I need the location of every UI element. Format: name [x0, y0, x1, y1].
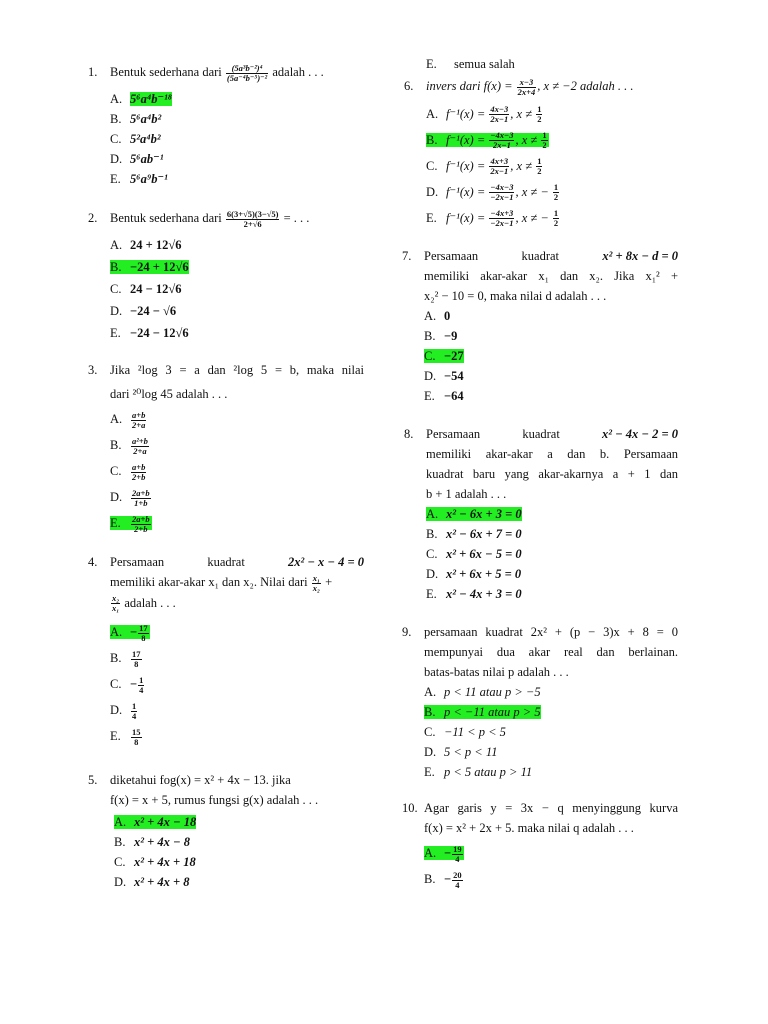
options-list [424, 840, 678, 892]
option-a[interactable]: A. f⁻¹(x) = $\frac{4x-3}{2x-1}$ , x ≠ $\frac{1}{2}$ [426, 104, 542, 125]
option-c[interactable]: C. x² + 4x + 18 [114, 855, 196, 869]
option-a[interactable]: A. − $\frac{19}{4}$ [424, 843, 462, 864]
option-b[interactable]: B. x² + 4x − 8 [114, 835, 190, 849]
option-d[interactable]: D. x² + 6x + 5 = 0 [426, 567, 522, 581]
option-d[interactable]: D. −24 − √6 [110, 303, 177, 318]
question-7 [402, 246, 678, 406]
question-text: Bentuk sederhana dari [110, 211, 222, 225]
question-1 [88, 62, 368, 189]
question-number: 5. [88, 773, 98, 787]
question-number: 1. [88, 65, 98, 79]
option-a[interactable]: A. − $\frac{17}{8}$ [110, 622, 148, 643]
options-list [426, 504, 678, 604]
question-text-3: kuadrat baru yang akar-akarnya a + 1 dan [426, 467, 678, 481]
question-number: 2. [88, 211, 98, 225]
question-text-2: dari ²⁰log 45 adalah . . . [110, 387, 228, 401]
options-list [426, 101, 724, 231]
question-5 [88, 770, 368, 892]
question-number: 4. [88, 555, 98, 569]
question-first-line: Persamaan kuadrat 2x² − x − 4 = 0 [110, 555, 364, 569]
options-list [424, 306, 678, 406]
option-e[interactable]: E. 5⁶a⁹b⁻¹ [110, 171, 168, 186]
option-e[interactable]: E. −24 − 12√6 [110, 325, 189, 340]
question-first-line: Persamaan kuadrat x² − 4x − 2 = 0 [426, 427, 678, 441]
option-a[interactable]: A. p < 11 atau p > −5 [424, 685, 541, 699]
question-4 [88, 552, 364, 749]
expression-fraction: $\frac{6(3+√5)(3-√5)}{2+√6}$ [226, 208, 279, 229]
option-d[interactable]: D. $\frac{2a+b}{1+b}$ [110, 487, 150, 508]
question-text: Bentuk sederhana dari [110, 65, 222, 79]
options-list [110, 235, 368, 345]
question-8 [404, 424, 678, 604]
question-text-3: $\frac{\text{x₂}}{\text{x₁}}$ adalah . . . [112, 593, 176, 614]
option-b[interactable]: B. −9 [424, 329, 458, 343]
question-text-2: memiliki akar-akar x₁ dan x₂. Jika x₁² + [424, 269, 678, 283]
question-9 [402, 622, 678, 782]
option-c[interactable]: C. −27 [424, 349, 464, 363]
option-d[interactable]: D. f⁻¹(x) = $\frac{-4x-3}{-2x-1}$ , x ≠ − $\frac{1}{2}$ [426, 182, 559, 203]
option-b[interactable]: B. $\frac{\text{a²+b}}{2+a}$ [110, 435, 148, 456]
question-text: diketahui fog(x) = x² + 4x − 13. jika [110, 773, 291, 787]
option-a[interactable]: A. $\frac{a+b}{2+a}$ [110, 409, 146, 430]
question-text-4: b + 1 adalah . . . [426, 487, 507, 501]
option-d[interactable]: D. x² + 4x + 8 [114, 875, 190, 889]
option-a[interactable]: A. 24 + 12√6 [110, 237, 182, 252]
question-text-2: f(x) = x + 5, rumus fungsi g(x) adalah . . . [110, 793, 319, 807]
option-c[interactable]: C. f⁻¹(x) = $\frac{4x+3}{2x-1}$ , x ≠ $\frac{1}{2}$ [426, 156, 542, 177]
question-text: Jika ²log 3 = a dan ²log 5 = b, maka nilai [110, 363, 364, 377]
option-b[interactable]: B. −24 + 12√6 [110, 259, 189, 274]
question-number: 6. [404, 79, 414, 93]
question-3 [88, 360, 364, 536]
question-number: 9. [402, 625, 412, 639]
question-number: 7. [402, 249, 412, 263]
question-text-2: mempunyai dua akar real dan berlainan. [424, 645, 678, 659]
option-e[interactable]: E. −64 [424, 389, 464, 403]
option-c[interactable]: C. 24 − 12√6 [110, 281, 182, 296]
option-e[interactable]: E. $\frac{15}{8}$ [110, 726, 141, 747]
option-e[interactable]: E. x² − 4x + 3 = 0 [426, 587, 522, 601]
question-text-2: memiliki akar-akar a dan b. Persamaan [426, 447, 678, 461]
option-a[interactable]: A. x² + 4x − 18 [114, 815, 197, 829]
question-text-3: batas-batas nilai p adalah . . . [424, 665, 569, 679]
question-text-2: memiliki akar-akar x₁ dan x₂. Nilai dari $\frac{\text{x₁}}{\text{x₂}}$ + [110, 572, 333, 593]
option-a[interactable]: A. 0 [424, 309, 451, 323]
question-tail: = . . . [283, 211, 310, 225]
option-b[interactable]: B. $\frac{17}{8}$ [110, 648, 141, 669]
option-c[interactable]: C. $\frac{a+b}{2+b}$ [110, 461, 146, 482]
question-first-line: Persamaan kuadrat x² + 8x − d = 0 [424, 249, 678, 263]
option-e[interactable]: E. f⁻¹(x) = $\frac{-4x+3}{-2x-1}$ , x ≠ − $\frac{1}{2}$ [426, 208, 559, 229]
option-e[interactable]: E. $\frac{2a+b}{2+b}$ [110, 513, 150, 534]
question-2 [88, 208, 368, 345]
question-5-option-e[interactable]: E. semua salah [426, 57, 515, 71]
options-list [110, 406, 364, 536]
option-d[interactable]: D. 5⁶ab⁻¹ [110, 151, 164, 166]
question-tail: adalah . . . [272, 65, 324, 79]
question-text: invers dari f(x) = [426, 79, 513, 93]
options-list [114, 812, 368, 892]
question-number: 10. [402, 801, 418, 815]
options-list [110, 89, 368, 189]
options-list [424, 682, 678, 782]
option-a[interactable]: A. 5⁶a⁴b⁻¹⁸ [110, 91, 173, 106]
question-number: 8. [404, 427, 414, 441]
option-d[interactable]: D. 5 < p < 11 [424, 745, 498, 759]
option-e[interactable]: E. p < 5 atau p > 11 [424, 765, 533, 779]
option-c[interactable]: C. −11 < p < 5 [424, 725, 506, 739]
question-text: Agar garis y = 3x − q menyinggung kurva [424, 801, 678, 815]
option-b[interactable]: B. p < −11 atau p > 5 [424, 705, 541, 719]
question-text-2: f(x) = x² + 2x + 5. maka nilai q adalah . . . [424, 821, 634, 835]
option-c[interactable]: C. − $\frac{1}{4}$ [110, 674, 144, 695]
option-b[interactable]: B. f⁻¹(x) = $\frac{-4x-3}{2x-1}$ , x ≠ $\frac{1}{2}$ [426, 130, 547, 151]
option-d[interactable]: D. −54 [424, 369, 464, 383]
option-b[interactable]: B. x² − 6x + 7 = 0 [426, 527, 522, 541]
options-list [110, 619, 364, 749]
option-d[interactable]: D. $\frac{1}{4}$ [110, 700, 137, 721]
question-text: persamaan kuadrat 2x² + (p − 3)x + 8 = 0 [424, 625, 678, 639]
question-10 [402, 798, 678, 892]
option-c[interactable]: C. 5²a⁴b² [110, 131, 161, 146]
option-b[interactable]: B. − $\frac{20}{4}$ [424, 869, 462, 890]
expression-fraction: $\frac{\text{(5a³b⁻²)⁴}}{\text{(5a⁻⁴b⁻⁵)⁻²}}$ [226, 62, 268, 83]
option-b[interactable]: B. 5⁶a⁴b² [110, 111, 162, 126]
question-text-3: x₂² − 10 = 0, maka nilai d adalah . . . [424, 289, 607, 303]
option-c[interactable]: C. x² + 6x − 5 = 0 [426, 547, 522, 561]
question-6: 6. invers dari f(x) = $\frac{x-3}{2x+4}$ , x ≠ −2 adalah . . . A. f⁻¹(x) = $\frac{4x-3}{2x-1}$ , x ≠ $\frac{1}{2}$ B. f⁻¹(x) = $\frac{-4x-3}{2x-1}$ , x ≠ $\frac{1}{2}$ C. f⁻¹(x) = $\frac{4x+3}{2x-1}$ , x ≠ $\frac{1}{2}$ D. f⁻¹(x) = $\frac{-4x-3}{-2x-1}$ , x ≠ − $\frac{1}{2}$ E. f⁻¹(x) = $\frac{-4x+3}{-2x-1}$ , x ≠ − $\frac{1}{2}$ [404, 76, 724, 231]
option-a[interactable]: A. x² − 6x + 3 = 0 [426, 507, 522, 521]
question-number: 3. [88, 363, 98, 377]
